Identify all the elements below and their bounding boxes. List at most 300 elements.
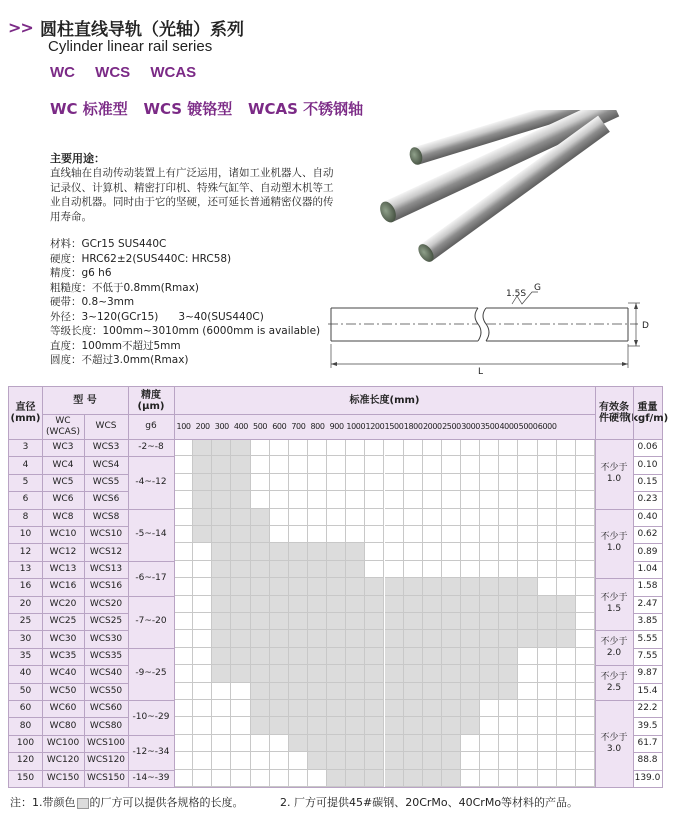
length-grid-cell bbox=[404, 683, 423, 700]
length-grid-cell bbox=[499, 770, 518, 787]
table-rule bbox=[633, 665, 662, 666]
length-grid-cell bbox=[518, 752, 537, 769]
precision-cell: -12~-34 bbox=[132, 746, 170, 757]
length-grid-cell bbox=[423, 543, 442, 560]
length-grid-cell bbox=[212, 509, 231, 526]
length-grid-cell bbox=[270, 543, 289, 560]
length-grid-cell bbox=[308, 439, 327, 456]
length-grid-cell bbox=[518, 526, 537, 543]
length-grid-cell bbox=[327, 543, 346, 560]
length-grid-cell bbox=[365, 543, 384, 560]
length-grid-cell bbox=[231, 683, 250, 700]
weight-cell: 1.04 bbox=[637, 563, 658, 574]
length-grid-cell bbox=[538, 561, 557, 578]
length-grid-cell bbox=[499, 596, 518, 613]
length-grid-cell bbox=[461, 648, 480, 665]
wc-model-cell: WC12 bbox=[49, 546, 77, 557]
length-grid-cell bbox=[557, 578, 576, 595]
length-grid-cell bbox=[308, 456, 327, 473]
table-rule bbox=[128, 648, 174, 649]
length-grid-cell bbox=[346, 735, 365, 752]
length-grid-cell bbox=[557, 770, 576, 787]
table-rule bbox=[633, 526, 662, 527]
length-grid-cell bbox=[576, 456, 595, 473]
length-header-cell: 5000 bbox=[518, 422, 538, 431]
length-grid-cell bbox=[251, 561, 270, 578]
length-grid-cell bbox=[193, 735, 212, 752]
length-grid-cell bbox=[346, 770, 365, 787]
d-label: D bbox=[642, 321, 649, 331]
weight-cell: 0.89 bbox=[637, 546, 658, 557]
length-grid-cell bbox=[442, 752, 461, 769]
length-grid-cell bbox=[289, 683, 308, 700]
length-grid-cell bbox=[231, 596, 250, 613]
wcs-model-cell: WCS60 bbox=[89, 703, 123, 714]
table-rule bbox=[595, 630, 633, 631]
length-grid-cell bbox=[308, 700, 327, 717]
length-grid-cell bbox=[270, 526, 289, 543]
length-grid-cell bbox=[212, 439, 231, 456]
length-grid-cell bbox=[327, 735, 346, 752]
length-grid-cell bbox=[538, 543, 557, 560]
weight-cell: 15.4 bbox=[637, 685, 658, 696]
length-grid-cell bbox=[270, 456, 289, 473]
length-grid-cell bbox=[270, 752, 289, 769]
length-grid-cell bbox=[346, 561, 365, 578]
l-label: L bbox=[478, 367, 484, 377]
spec-length: 等级长度：100mm~3010mm (6000mm is available) bbox=[50, 325, 321, 337]
length-grid-cell bbox=[193, 752, 212, 769]
length-grid-cell bbox=[308, 752, 327, 769]
length-grid-cell bbox=[518, 700, 537, 717]
length-grid-cell bbox=[193, 526, 212, 543]
wcs-model-cell: WCS20 bbox=[89, 598, 123, 609]
length-grid-cell bbox=[557, 491, 576, 508]
length-grid-cell bbox=[385, 474, 404, 491]
length-grid-cell bbox=[174, 648, 193, 665]
length-grid-cell bbox=[231, 578, 250, 595]
length-grid-cell bbox=[212, 752, 231, 769]
length-grid-cell bbox=[576, 630, 595, 647]
length-grid-cell bbox=[404, 630, 423, 647]
length-grid-cell bbox=[289, 665, 308, 682]
length-grid-cell bbox=[385, 648, 404, 665]
length-grid-cell bbox=[499, 648, 518, 665]
length-grid-cell bbox=[270, 509, 289, 526]
wcs-model-cell: WCS16 bbox=[89, 581, 123, 592]
series-codes bbox=[50, 64, 212, 81]
length-grid-cell bbox=[270, 613, 289, 630]
length-grid-cell bbox=[251, 770, 270, 787]
length-grid-cell bbox=[289, 543, 308, 560]
length-grid-cell bbox=[365, 509, 384, 526]
table-rule bbox=[633, 683, 662, 684]
length-grid-cell bbox=[518, 683, 537, 700]
length-grid-cell bbox=[231, 456, 250, 473]
wc-model-cell: WC4 bbox=[52, 459, 74, 470]
length-grid-cell bbox=[231, 439, 250, 456]
length-grid-cell bbox=[346, 648, 365, 665]
wcs-model-cell: WCS5 bbox=[92, 476, 120, 487]
length-grid-cell bbox=[327, 752, 346, 769]
length-grid-cell bbox=[327, 613, 346, 630]
length-grid-cell bbox=[270, 596, 289, 613]
wcs-model-cell: WCS8 bbox=[92, 511, 120, 522]
weight-cell: 7.55 bbox=[637, 650, 658, 661]
length-grid-cell bbox=[442, 717, 461, 734]
length-grid-cell bbox=[231, 561, 250, 578]
length-grid-cell bbox=[518, 543, 537, 560]
diameter-cell: 12 bbox=[19, 546, 32, 557]
wc-model-cell: WC50 bbox=[49, 685, 77, 696]
length-grid-cell bbox=[365, 648, 384, 665]
diameter-cell: 13 bbox=[19, 563, 32, 574]
length-grid-cell bbox=[308, 509, 327, 526]
length-grid-cell bbox=[499, 630, 518, 647]
weight-cell: 0.10 bbox=[637, 459, 658, 470]
length-grid-cell bbox=[442, 474, 461, 491]
length-grid-cell bbox=[231, 543, 250, 560]
wcs-model-cell: WCS12 bbox=[89, 546, 123, 557]
length-grid-cell bbox=[442, 665, 461, 682]
length-grid-cell bbox=[193, 648, 212, 665]
length-grid-cell bbox=[423, 752, 442, 769]
length-grid-cell bbox=[499, 543, 518, 560]
wc-model-cell: WC60 bbox=[49, 703, 77, 714]
wc-model-cell: WC80 bbox=[49, 720, 77, 731]
length-grid-cell bbox=[289, 613, 308, 630]
table-rule bbox=[9, 596, 128, 597]
length-grid-cell bbox=[499, 665, 518, 682]
length-grid-cell bbox=[193, 491, 212, 508]
length-grid-cell bbox=[480, 561, 499, 578]
length-grid-cell bbox=[327, 770, 346, 787]
length-grid-cell bbox=[404, 613, 423, 630]
length-grid-cell bbox=[557, 648, 576, 665]
length-grid-cell bbox=[385, 491, 404, 508]
length-grid-cell bbox=[327, 561, 346, 578]
length-grid-cell bbox=[538, 735, 557, 752]
length-grid-cell bbox=[480, 596, 499, 613]
header-precision: 精度(μm) bbox=[137, 389, 165, 412]
table-rule bbox=[128, 456, 174, 457]
length-grid-cell bbox=[461, 613, 480, 630]
length-grid-cell bbox=[423, 491, 442, 508]
spec-precision: 精度：g6 h6 bbox=[50, 267, 112, 279]
length-grid-cell bbox=[538, 491, 557, 508]
length-grid-cell bbox=[480, 700, 499, 717]
length-grid-cell bbox=[385, 630, 404, 647]
header-precision-g6: g6 bbox=[145, 421, 157, 431]
precision-cell: -2~-8 bbox=[138, 442, 164, 453]
length-grid-cell bbox=[442, 700, 461, 717]
length-header-cell bbox=[557, 414, 576, 439]
length-grid-cell bbox=[365, 526, 384, 543]
diameter-cell: 3 bbox=[22, 442, 29, 453]
diameter-cell: 5 bbox=[22, 476, 29, 487]
length-grid-cell bbox=[385, 526, 404, 543]
length-grid-cell bbox=[346, 717, 365, 734]
page-subtitle: Cylinder linear rail series bbox=[48, 38, 213, 55]
length-grid-cell bbox=[270, 700, 289, 717]
length-grid-cell bbox=[270, 665, 289, 682]
wcs-model-cell: WCS30 bbox=[89, 633, 123, 644]
length-grid-cell bbox=[557, 630, 576, 647]
length-grid-cell bbox=[461, 526, 480, 543]
weight-cell: 39.5 bbox=[637, 720, 658, 731]
length-grid-cell bbox=[404, 578, 423, 595]
length-grid-cell bbox=[518, 596, 537, 613]
length-grid-cell bbox=[174, 439, 193, 456]
length-grid-cell bbox=[499, 491, 518, 508]
length-grid-cell bbox=[518, 561, 537, 578]
length-grid-cell bbox=[327, 474, 346, 491]
header-weight: 重量 (kgf/m) bbox=[626, 402, 669, 424]
wc-model-cell: WC20 bbox=[49, 598, 77, 609]
length-grid-cell bbox=[231, 509, 250, 526]
header-diameter: 直径 (mm) bbox=[10, 402, 41, 424]
length-grid-cell bbox=[365, 491, 384, 508]
length-grid-cell bbox=[174, 474, 193, 491]
spec-hardness: 硬度：HRC62±2(SUS440C: HRC58) bbox=[50, 252, 232, 265]
length-header-cell: 1200 bbox=[365, 422, 385, 431]
hardened-cell: 不少于 2.5 bbox=[600, 671, 628, 693]
length-grid-cell bbox=[442, 648, 461, 665]
length-grid-cell bbox=[231, 735, 250, 752]
length-grid-cell bbox=[346, 543, 365, 560]
length-grid-cell bbox=[461, 596, 480, 613]
length-grid-cell bbox=[499, 439, 518, 456]
series-description: WC 标准型 WCS 镀铬型 WCAS 不锈钢轴 bbox=[50, 100, 364, 118]
length-grid-cell bbox=[576, 648, 595, 665]
length-grid-cell bbox=[538, 648, 557, 665]
length-grid-cell bbox=[327, 717, 346, 734]
length-grid-cell bbox=[423, 630, 442, 647]
length-grid-cell bbox=[538, 509, 557, 526]
length-grid-cell bbox=[518, 735, 537, 752]
length-grid-cell bbox=[193, 561, 212, 578]
series-code: WCAS bbox=[150, 64, 197, 81]
length-grid-cell bbox=[576, 665, 595, 682]
length-header-cell: 200 bbox=[195, 422, 210, 431]
wcs-model-cell: WCS80 bbox=[89, 720, 123, 731]
length-grid-cell bbox=[518, 665, 537, 682]
usage-title: 主要用途： bbox=[50, 152, 105, 165]
precision-cell: -4~-12 bbox=[135, 476, 167, 487]
length-grid-cell bbox=[346, 752, 365, 769]
length-grid-cell bbox=[346, 596, 365, 613]
hardened-cell: 不少于 1.0 bbox=[600, 532, 628, 554]
wc-model-cell: WC120 bbox=[46, 755, 80, 766]
length-grid-cell bbox=[442, 683, 461, 700]
length-grid-cell bbox=[327, 596, 346, 613]
weight-cell: 0.23 bbox=[637, 494, 658, 505]
length-grid-cell bbox=[518, 474, 537, 491]
length-grid-cell bbox=[308, 491, 327, 508]
length-grid-cell bbox=[174, 665, 193, 682]
length-grid-cell bbox=[385, 683, 404, 700]
length-header-cell: 1500 bbox=[384, 422, 404, 431]
length-grid-cell bbox=[346, 491, 365, 508]
header-arrows: >> bbox=[8, 18, 33, 37]
length-grid-cell bbox=[231, 526, 250, 543]
table-rule bbox=[9, 509, 128, 510]
length-grid-cell bbox=[538, 578, 557, 595]
precision-cell: -6~-17 bbox=[135, 572, 167, 583]
length-grid-cell bbox=[538, 630, 557, 647]
wcs-model-cell: WCS4 bbox=[92, 459, 120, 470]
page-title: 圆柱直线导轨（光轴）系列 bbox=[40, 20, 244, 40]
length-grid-cell bbox=[442, 770, 461, 787]
length-grid-cell bbox=[385, 770, 404, 787]
length-grid-cell bbox=[423, 456, 442, 473]
wc-model-cell: WC5 bbox=[52, 476, 74, 487]
diameter-cell: 150 bbox=[16, 772, 35, 783]
diameter-cell: 30 bbox=[19, 633, 32, 644]
length-grid-cell bbox=[576, 491, 595, 508]
length-grid-cell bbox=[404, 474, 423, 491]
length-grid-cell bbox=[442, 596, 461, 613]
table-rule bbox=[633, 543, 662, 544]
length-grid-cell bbox=[289, 578, 308, 595]
length-grid-cell bbox=[327, 526, 346, 543]
length-grid-cell bbox=[212, 630, 231, 647]
length-grid-cell bbox=[423, 770, 442, 787]
length-grid-cell bbox=[461, 456, 480, 473]
length-grid-cell bbox=[270, 648, 289, 665]
weight-cell: 5.55 bbox=[637, 633, 658, 644]
length-grid-cell bbox=[308, 735, 327, 752]
table-rule bbox=[633, 648, 662, 649]
table-rule bbox=[595, 509, 633, 510]
table-rule bbox=[633, 456, 662, 457]
length-grid-cell bbox=[174, 561, 193, 578]
length-grid-cell bbox=[461, 665, 480, 682]
wcs-model-cell: WCS150 bbox=[86, 772, 126, 783]
wcs-model-cell: WCS50 bbox=[89, 685, 123, 696]
length-grid-cell bbox=[576, 578, 595, 595]
length-grid-cell bbox=[385, 456, 404, 473]
length-grid-cell bbox=[308, 543, 327, 560]
length-grid-cell bbox=[423, 578, 442, 595]
length-grid-cell bbox=[385, 752, 404, 769]
wcs-model-cell: WCS10 bbox=[89, 529, 123, 540]
table-rule bbox=[128, 509, 174, 510]
length-grid-cell bbox=[270, 491, 289, 508]
spec-hard-layer: 硬带：0.8~3mm bbox=[50, 296, 135, 308]
length-grid-cell bbox=[423, 613, 442, 630]
length-grid-cell bbox=[557, 613, 576, 630]
length-grid-cell bbox=[174, 700, 193, 717]
length-grid-cell bbox=[385, 735, 404, 752]
length-grid-cell bbox=[442, 491, 461, 508]
table-rule bbox=[128, 387, 129, 787]
length-grid-cell bbox=[557, 526, 576, 543]
length-grid-cell bbox=[212, 526, 231, 543]
length-grid-cell bbox=[327, 683, 346, 700]
length-grid-cell bbox=[174, 526, 193, 543]
length-grid-cell bbox=[480, 683, 499, 700]
length-grid-cell bbox=[193, 456, 212, 473]
header-model-wcs: WCS bbox=[95, 421, 117, 431]
length-grid-cell bbox=[251, 509, 270, 526]
header-model: 型 号 bbox=[73, 395, 97, 406]
length-header-cell: 6000 bbox=[537, 422, 557, 431]
length-grid-cell bbox=[251, 491, 270, 508]
length-grid-cell bbox=[557, 543, 576, 560]
length-grid-cell bbox=[461, 752, 480, 769]
length-grid-cell bbox=[346, 439, 365, 456]
spec-straightness: 直度：100mm不超过5mm bbox=[50, 339, 181, 352]
length-grid-cell bbox=[480, 770, 499, 787]
length-grid-cell bbox=[174, 509, 193, 526]
length-grid-cell bbox=[212, 613, 231, 630]
length-grid-cell bbox=[231, 717, 250, 734]
weight-cell: 0.62 bbox=[637, 529, 658, 540]
wcs-model-cell: WCS100 bbox=[86, 737, 126, 748]
length-grid-cell bbox=[557, 735, 576, 752]
length-grid-cell bbox=[251, 648, 270, 665]
length-grid-cell bbox=[270, 630, 289, 647]
length-grid-cell bbox=[174, 596, 193, 613]
table-rule bbox=[633, 474, 662, 475]
length-grid-cell bbox=[365, 474, 384, 491]
length-grid-cell bbox=[212, 456, 231, 473]
length-grid-cell bbox=[365, 561, 384, 578]
length-grid-cell bbox=[461, 491, 480, 508]
length-grid-cell bbox=[480, 509, 499, 526]
length-grid-cell bbox=[557, 683, 576, 700]
length-grid-cell bbox=[289, 648, 308, 665]
length-grid-cell bbox=[538, 665, 557, 682]
length-grid-cell bbox=[174, 543, 193, 560]
length-grid-cell bbox=[442, 578, 461, 595]
length-grid-cell bbox=[404, 717, 423, 734]
g-label: G bbox=[534, 283, 541, 293]
shaft-drawing bbox=[328, 282, 658, 377]
length-grid-cell bbox=[557, 509, 576, 526]
length-grid-cell bbox=[404, 526, 423, 543]
length-grid-cell bbox=[327, 578, 346, 595]
wcs-model-cell: WCS3 bbox=[92, 442, 120, 453]
table-rule bbox=[128, 596, 174, 597]
length-grid-cell bbox=[423, 474, 442, 491]
length-grid-cell bbox=[231, 613, 250, 630]
length-grid-cell bbox=[308, 770, 327, 787]
length-grid-cell bbox=[289, 735, 308, 752]
length-grid-cell bbox=[499, 717, 518, 734]
length-grid-cell bbox=[308, 578, 327, 595]
length-grid-cell bbox=[193, 474, 212, 491]
length-grid-cell bbox=[499, 752, 518, 769]
length-grid-cell bbox=[480, 543, 499, 560]
grey-swatch-icon bbox=[77, 798, 89, 809]
length-grid-cell bbox=[385, 509, 404, 526]
length-grid-cell bbox=[538, 717, 557, 734]
wc-model-cell: WC10 bbox=[49, 529, 77, 540]
table-rule bbox=[633, 596, 662, 597]
length-grid-cell bbox=[480, 474, 499, 491]
length-grid-cell bbox=[308, 561, 327, 578]
length-grid-cell bbox=[442, 630, 461, 647]
length-grid-cell bbox=[538, 700, 557, 717]
length-grid-cell bbox=[518, 613, 537, 630]
header-length: 标准长度(mm) bbox=[349, 395, 420, 406]
length-grid-cell bbox=[499, 700, 518, 717]
table-rule bbox=[633, 613, 662, 614]
length-grid-cell bbox=[480, 717, 499, 734]
length-grid-cell bbox=[289, 456, 308, 473]
